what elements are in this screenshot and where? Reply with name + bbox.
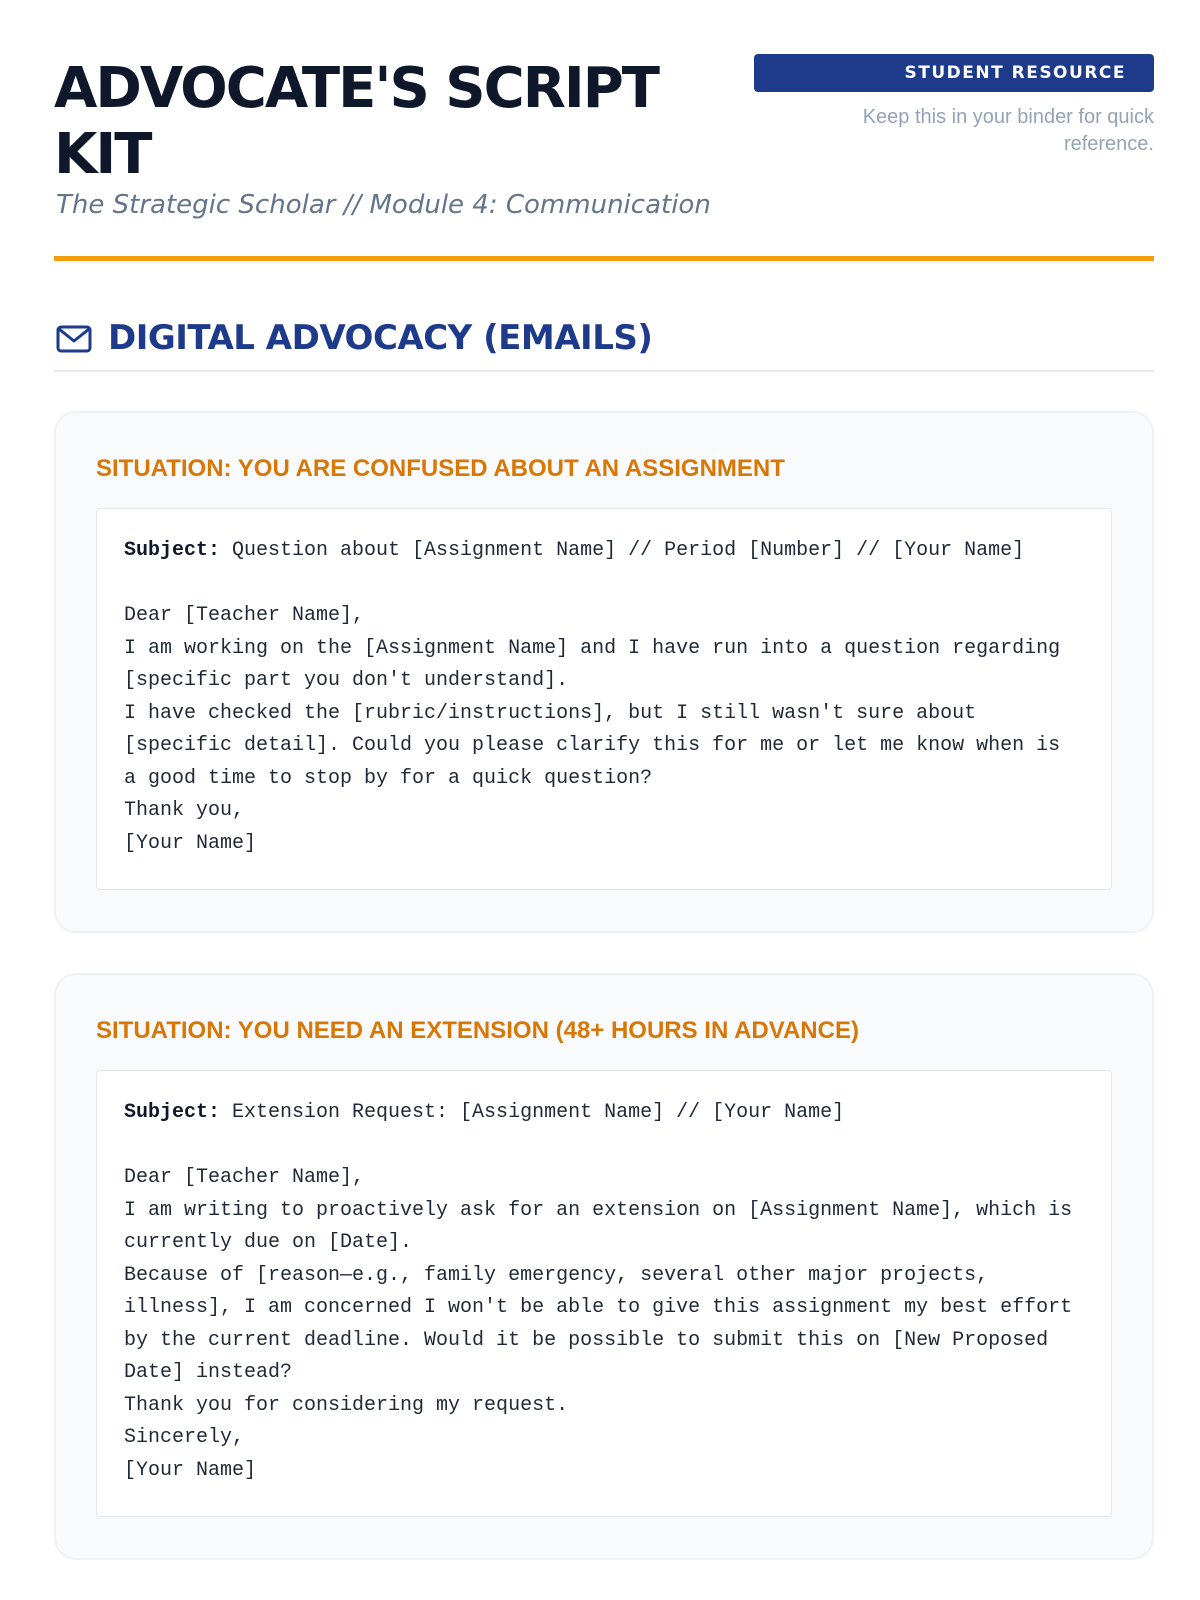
page-subtitle: The Strategic Scholar // Module 4: Communication [56, 190, 711, 220]
header-divider [54, 256, 1154, 261]
script-line: a good time to stop by for a quick question? [124, 766, 653, 790]
script-line: I am writing to proactively ask for an extension on [Assignment Name], which is [124, 1198, 1073, 1222]
script-line: I am working on the [Assignment Name] and I have run into a question regarding [124, 636, 1061, 660]
student-resource-badge: STUDENT RESOURCE [754, 54, 1154, 92]
script-line: illness], I am concerned I won't be able to give this assignment my best effort [124, 1296, 1073, 1319]
page [54, 0, 1154, 1482]
script-line: Thank you, [124, 799, 245, 822]
script-line: Because of [reason—e.g., family emergency, several other major projects, [124, 1263, 989, 1287]
section-title: DIGITAL ADVOCACY (EMAILS) [108, 318, 653, 358]
script-line: I have checked the [rubric/instructions], but I still wasn't sure about [124, 701, 977, 725]
script-line: [specific part you don't understand]. [124, 669, 569, 692]
script-line: Dear [Teacher Name], [124, 1166, 365, 1189]
script-line: [specific detail]. Could you please clarify this for me or let me know when is [124, 734, 1061, 757]
blank-line [124, 568, 1085, 601]
situation-heading: SITUATION: YOU NEED AN EXTENSION (48+ HOURS IN ADVANCE) [96, 1017, 859, 1044]
page-title: ADVOCATE'S SCRIPT KIT [54, 56, 658, 187]
script-card [54, 411, 1154, 933]
situation-heading: SITUATION: YOU ARE CONFUSED ABOUT AN ASSIGNMENT [96, 455, 785, 482]
subject-line [124, 535, 1085, 568]
script-line: Date] instead? [124, 1361, 293, 1384]
script-card [54, 973, 1154, 1560]
email-script [96, 1070, 1112, 1517]
badge-note: Keep this in your binder for quick reference. [862, 106, 1154, 155]
blank-line [124, 1130, 1085, 1163]
header [54, 0, 1154, 264]
subject-text: Question about [Assignment Name] // Period [Number] // [Your Name] [220, 539, 1025, 562]
section-heading [54, 316, 1154, 372]
subject-line [124, 1097, 1085, 1130]
subject-text: Extension Request: [Assignment Name] // [Your Name] [220, 1101, 845, 1124]
script-line: Dear [Teacher Name], [124, 604, 365, 627]
envelope-icon [56, 324, 92, 354]
script-line: [Your Name] [124, 1458, 257, 1482]
script-line: by the current deadline. Would it be possible to submit this on [New Proposed [124, 1328, 1049, 1352]
script-line: currently due on [Date]. [124, 1231, 413, 1254]
script-line: Sincerely, [124, 1426, 245, 1449]
script-line: Thank you for considering my request. [124, 1393, 569, 1417]
email-script [96, 508, 1112, 890]
subject-label: Subject: [124, 1101, 221, 1124]
subject-label: Subject: [124, 539, 221, 562]
script-line: [Your Name] [124, 831, 257, 855]
